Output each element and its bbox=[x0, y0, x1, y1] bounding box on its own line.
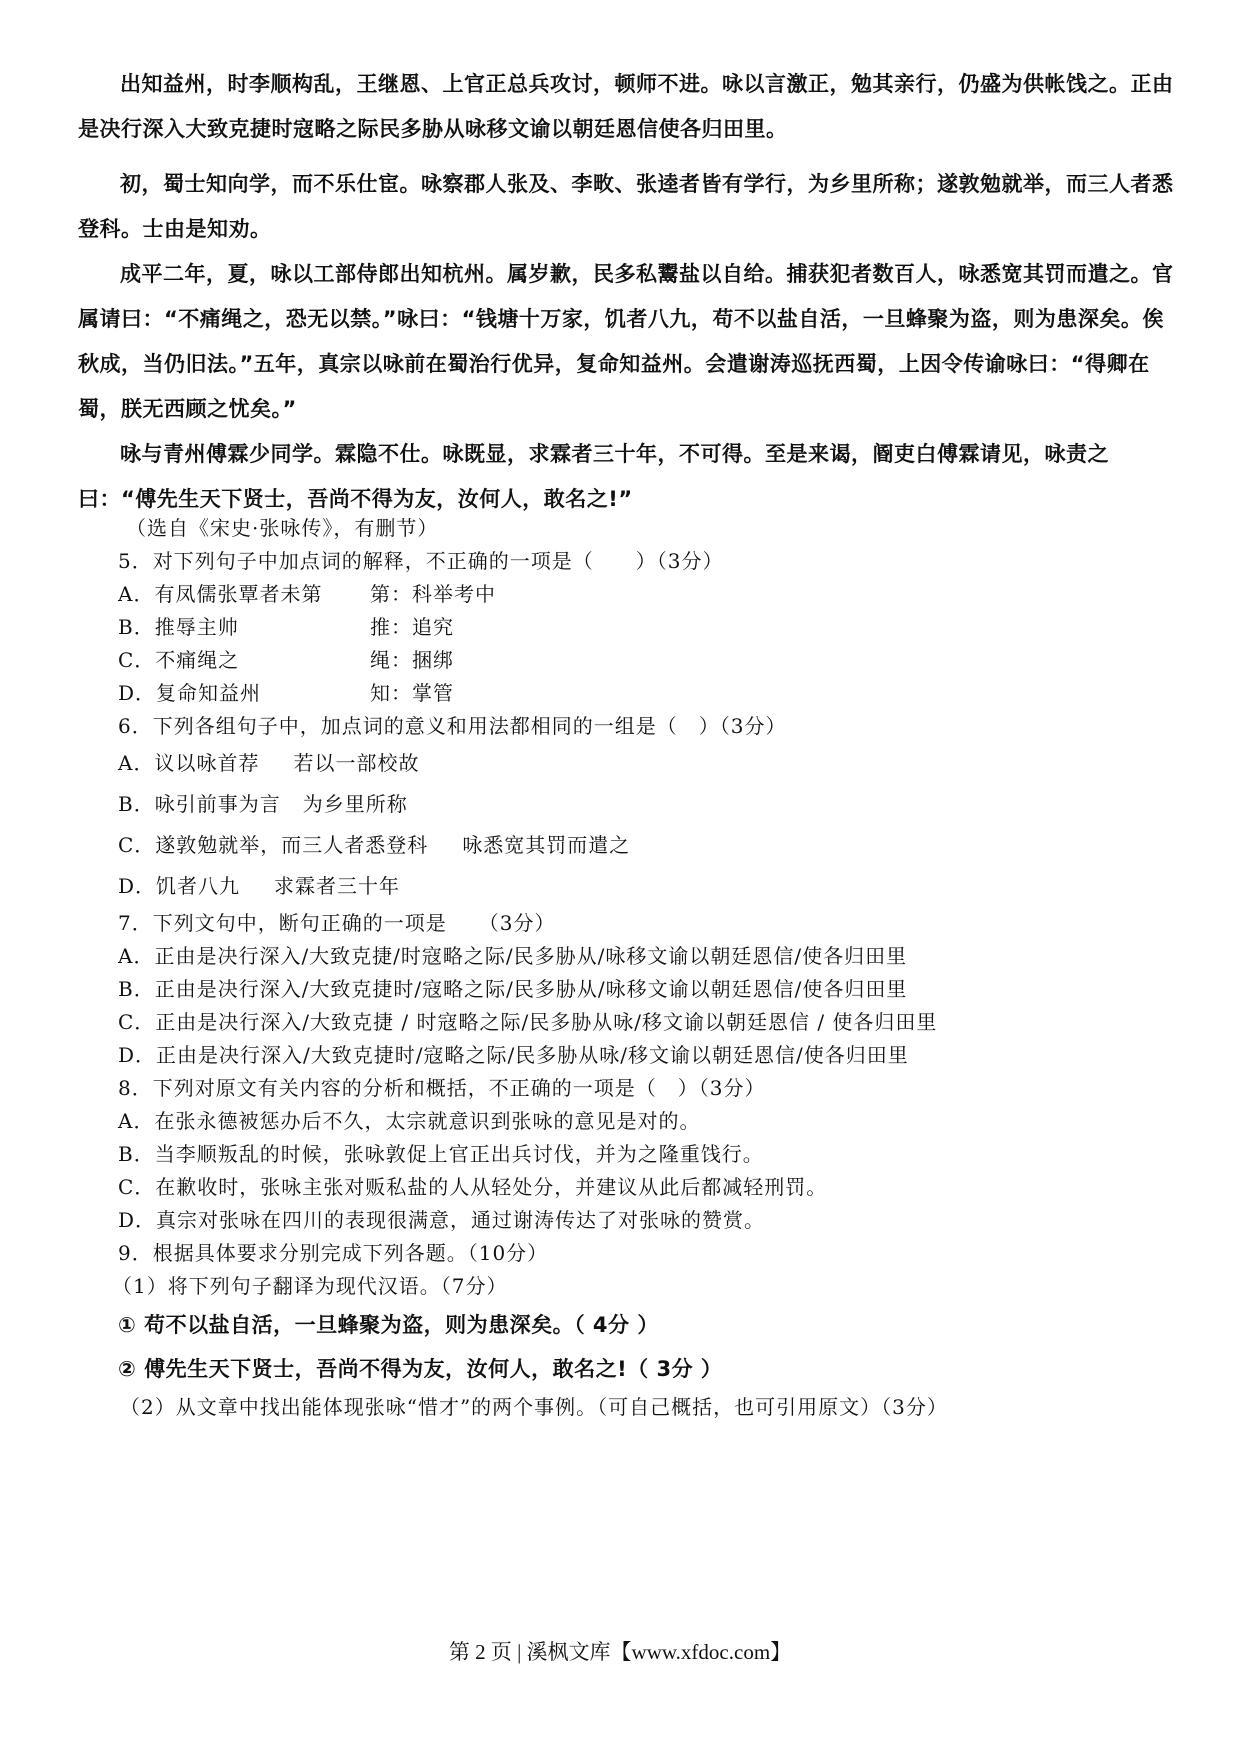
q6-option-d bbox=[118, 866, 1178, 907]
q8-option-a: A．在张永德被惩办后不久，太宗就意识到张咏的意见是对的。 bbox=[118, 1109, 701, 1133]
q5-option-b-gloss: 推：追究 bbox=[370, 615, 454, 639]
q9-part2: （2）从文章中找出能体现张咏“惜才”的两个事例。（可自己概括，也可引用原文）（3分） bbox=[120, 1395, 948, 1419]
q5-option-d-gloss: 知：掌管 bbox=[370, 681, 454, 705]
q9-item2: ② 傅先生天下贤士，吾尚不得为友，汝何人，敢名之!（ 3分 ） bbox=[118, 1357, 723, 1381]
q5-option-c-text: C．不痛绳之 bbox=[118, 648, 240, 672]
q5-option-a-text: A．有凤儒张覃者未第 bbox=[118, 582, 323, 606]
q5-option-a-gloss: 第：科举考中 bbox=[370, 582, 496, 606]
passage bbox=[78, 62, 1178, 522]
source-note: （选自《宋史·张咏传》，有删节） bbox=[126, 516, 439, 540]
q6-option-b-left: B．咏引前事为言 bbox=[118, 792, 281, 816]
q9-part1: （1）将下列句子翻译为现代汉语。（7分） bbox=[112, 1274, 508, 1298]
questions-section bbox=[112, 512, 1178, 1424]
passage-paragraph-2: 初，蜀士知向学，而不乐仕宦。咏察郡人张及、李畋、张逵者皆有学行，为乡里所称；遂敦勉就举，而三人者悉登科。士由是知劝。 bbox=[78, 172, 1174, 241]
q9-item1: ① 苟不以盐自活，一旦蜂聚为盗，则为患深矣。（ 4分 ） bbox=[118, 1313, 659, 1337]
q7-option-c: C．正由是决行深入/大致克捷 / 时寇略之际/民多胁从咏/移文谕以朝廷恩信 / 使各归田里 bbox=[118, 1010, 938, 1034]
q6-option-a-right: 若以一部校故 bbox=[293, 751, 420, 775]
q5-option-c bbox=[118, 644, 1178, 677]
q8-option-d: D．真宗对张咏在四川的表现很满意，通过谢涛传达了对张咏的赞赏。 bbox=[118, 1208, 766, 1232]
passage-paragraph-4: 咏与青州傅霖少同学。霖隐不仕。咏既显，求霖者三十年，不可得。至是来谒，阍吏白傅霖请见，咏责之曰：“傅先生天下贤士，吾尚不得为友，汝何人，敢名之!” bbox=[78, 442, 1109, 511]
q6-option-b bbox=[118, 784, 1178, 825]
q6-stem: 6．下列各组句子中，加点词的意义和用法都相同的一组是（ ）（3分） bbox=[118, 714, 787, 738]
q8-stem: 8．下列对原文有关内容的分析和概括，不正确的一项是（ ）（3分） bbox=[118, 1076, 766, 1100]
q6-option-b-right: 为乡里所称 bbox=[302, 792, 408, 816]
q6-option-c bbox=[118, 825, 1178, 866]
q7-option-a: A．正由是决行深入/大致克捷/时寇略之际/民多胁从/咏移文谕以朝廷恩信/使各归田里 bbox=[118, 944, 908, 968]
q5-option-c-gloss: 绳：捆绑 bbox=[370, 648, 454, 672]
q5-option-d-text: D．复命知益州 bbox=[118, 681, 262, 705]
q8-option-b: B．当李顺叛乱的时候，张咏敦促上官正出兵讨伐，并为之隆重饯行。 bbox=[118, 1142, 764, 1166]
q7-option-d: D．正由是决行深入/大致克捷时/寇略之际/民多胁从咏/移文谕以朝廷恩信/使各归田里 bbox=[118, 1043, 909, 1067]
q6-option-a bbox=[118, 743, 1178, 784]
passage-paragraph-3: 成平二年，夏，咏以工部侍郎出知杭州。属岁歉，民多私鬻盐以自给。捕获犯者数百人，咏悉宽其罚而遣之。官属请曰：“不痛绳之，恐无以禁。”咏曰：“钱塘十万家，饥者八九，苟不以盐自活，一旦蜂聚为盗，则为患深矣。俟秋成，当仍旧法。”五年，真宗以咏前在蜀治行优异，复命知益州。会遣谢涛巡抚西蜀，上因令传谕咏曰：“得卿在蜀，朕无西顾之忧矣。” bbox=[78, 262, 1174, 421]
q6-option-a-left: A．议以咏首荐 bbox=[118, 751, 260, 775]
q8-option-c: C．在歉收时，张咏主张对贩私盐的人从轻处分，并建议从此后都减轻刑罚。 bbox=[118, 1175, 828, 1199]
q6-option-d-left: D．饥者八九 bbox=[118, 874, 241, 898]
q9-stem: 9．根据具体要求分别完成下列各题。（10分） bbox=[118, 1241, 549, 1265]
q5-option-b bbox=[118, 611, 1178, 644]
q5-option-a bbox=[118, 578, 1178, 611]
q7-stem: 7．下列文句中，断句正确的一项是 （3分） bbox=[118, 911, 556, 935]
q5-option-d bbox=[118, 677, 1178, 710]
q5-stem: 5．对下列句子中加点词的解释，不正确的一项是（ ）（3分） bbox=[118, 549, 724, 573]
q7-option-b: B．正由是决行深入/大致克捷时/寇略之际/民多胁从/咏移文谕以朝廷恩信/使各归田里 bbox=[118, 977, 908, 1001]
passage-paragraph-1: 出知益州，时李顺构乱，王继恩、上官正总兵攻讨，顿师不进。咏以言激正，勉其亲行，仍盛为供帐饯之。正由是决行深入大致克捷时寇略之际民多胁从咏移文谕以朝廷恩信使各归田里。 bbox=[78, 72, 1174, 141]
q6-option-c-right: 咏悉宽其罚而遣之 bbox=[462, 833, 631, 857]
q6-option-d-right: 求霖者三十年 bbox=[274, 874, 401, 898]
page-footer: 第 2 页 | 溪枫文库【www.xfdoc.com】 bbox=[448, 1640, 792, 1664]
q5-option-b-text: B．推辱主帅 bbox=[118, 615, 239, 639]
q6-option-c-left: C．遂敦勉就举，而三人者悉登科 bbox=[118, 833, 429, 857]
